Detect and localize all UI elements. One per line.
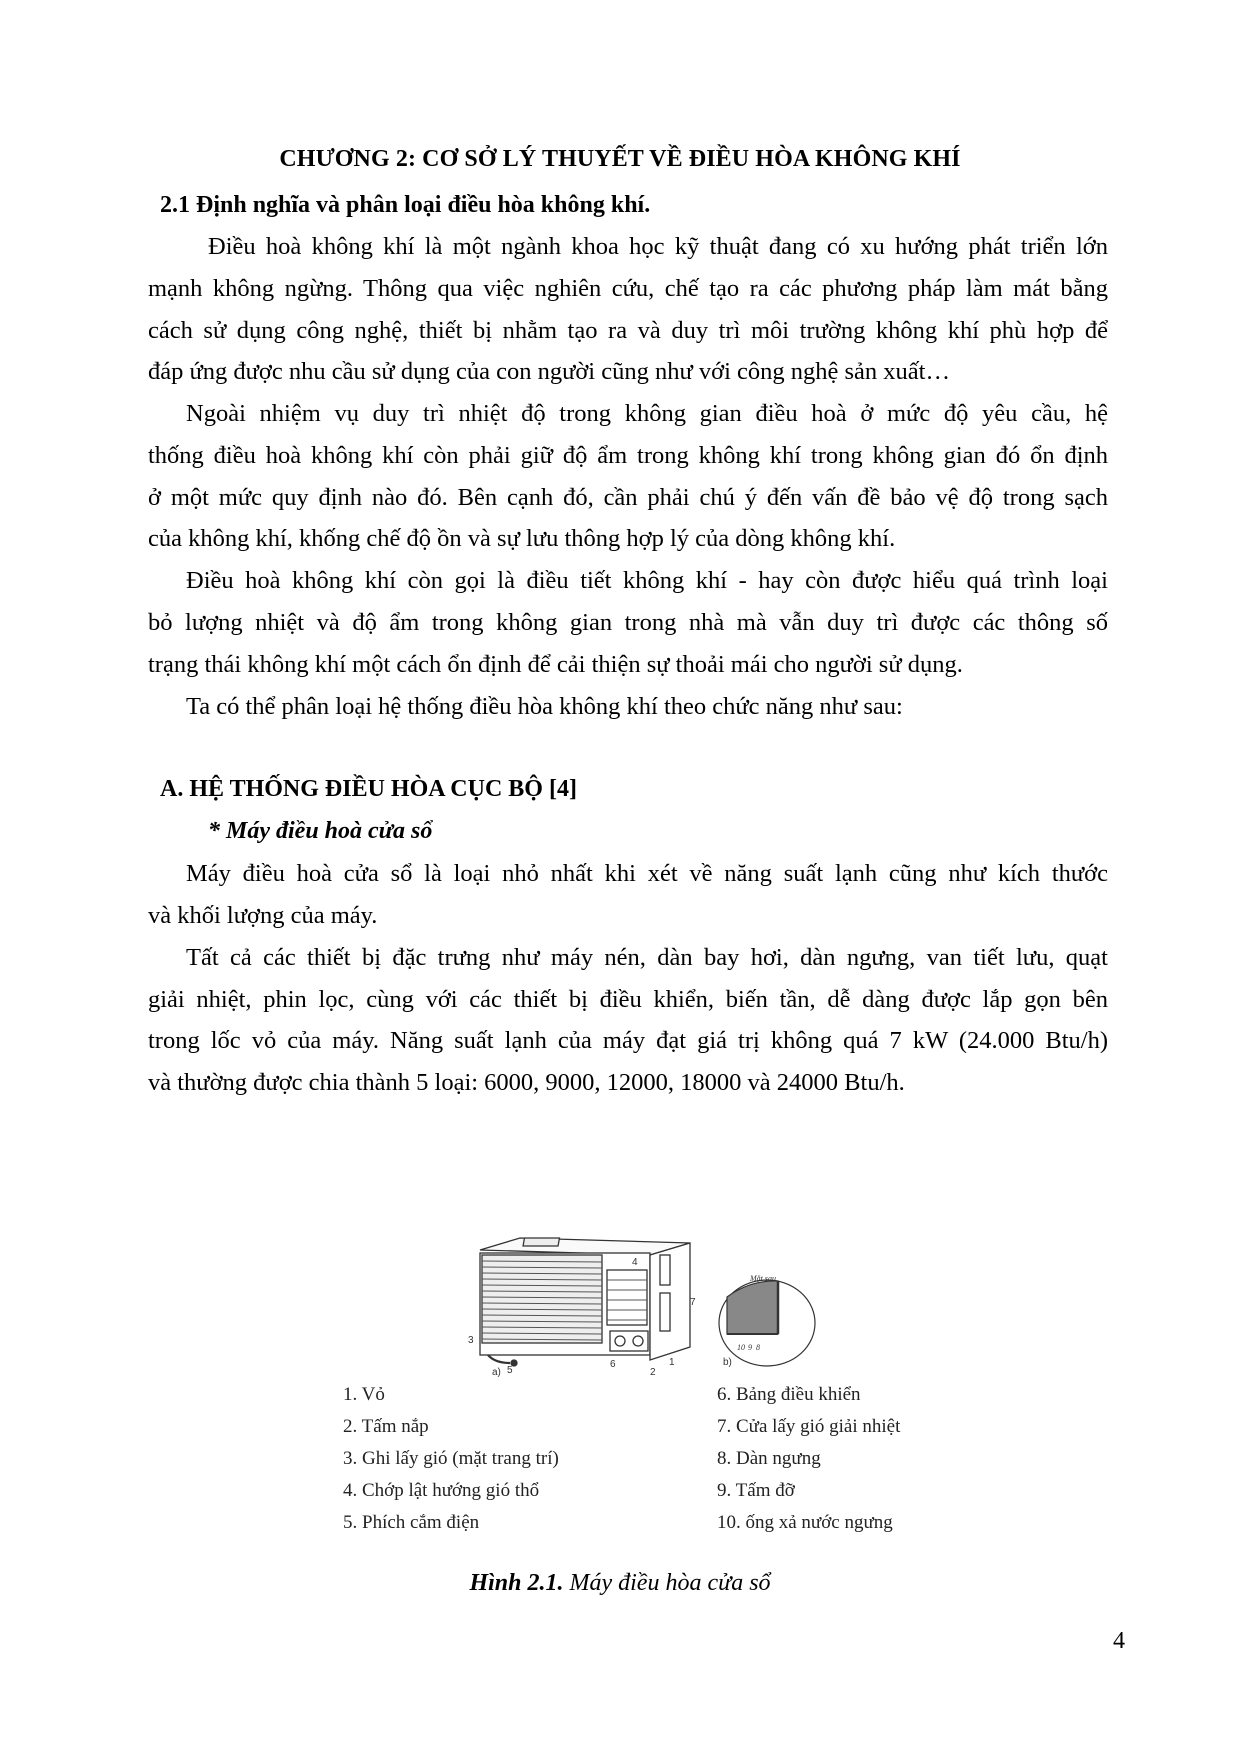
paragraph-6-line-2: giải nhiệt, phin lọc, cùng với các thiết bị điều khiển, biến tần, dễ dàng được lắp gọn bên <box>148 986 1108 1013</box>
paragraph-3-line-2: bỏ lượng nhiệt và độ ẩm trong không gian trong nhà mà vẫn duy trì được các thông số <box>148 609 1108 636</box>
callout-2: 2 <box>650 1367 656 1378</box>
paragraph-2-line-1: Ngoài nhiệm vụ duy trì nhiệt độ trong không gian điều hoà ở mức độ yêu cầu, hệ <box>186 400 1108 427</box>
legend-item: 4. Chớp lật hướng gió thổ <box>343 1480 540 1501</box>
legend-item: 10. ống xả nước ngưng <box>717 1512 893 1533</box>
paragraph-6-line-4: và thường được chia thành 5 loại: 6000, 9000, 12000, 18000 và 24000 Btu/h. <box>148 1069 905 1096</box>
callout-3: 3 <box>468 1335 474 1346</box>
section-a-title: A. HỆ THỐNG ĐIỀU HÒA CỤC BỘ [4] <box>160 776 577 802</box>
callout-5: 5 <box>507 1365 513 1376</box>
svg-text:9: 9 <box>748 1343 752 1352</box>
caption-text: Máy điều hòa cửa sổ <box>563 1570 771 1596</box>
window-air-conditioner-figure <box>440 1235 940 1380</box>
svg-text:10: 10 <box>737 1343 745 1352</box>
legend-item: 1. Vỏ <box>343 1384 385 1405</box>
paragraph-3-line-3: trạng thái không khí một cách ổn định để cải thiện sự thoải mái cho người sử dụng. <box>148 651 963 678</box>
callout-6: 6 <box>610 1359 616 1370</box>
paragraph-2-line-2: thống điều hoà không khí còn phải giữ độ ẩm trong không khí trong không gian đó ổn định <box>148 442 1108 469</box>
legend-item: 3. Ghi lấy gió (mặt trang trí) <box>343 1448 559 1469</box>
paragraph-1-line-4: đáp ứng được nhu cầu sử dụng của con người cũng như với công nghệ sản xuất… <box>148 358 950 385</box>
legend-item: 2. Tấm nắp <box>343 1416 429 1437</box>
callout-4: 4 <box>632 1257 638 1268</box>
figure-label-a: a) <box>492 1367 501 1378</box>
paragraph-5-line-1: Máy điều hoà cửa sổ là loại nhỏ nhất khi xét về năng suất lạnh cũng như kích thước <box>186 860 1108 887</box>
paragraph-1-line-2: mạnh không ngừng. Thông qua việc nghiên cứu, chế tạo ra các phương pháp làm mát bằng <box>148 275 1108 302</box>
paragraph-6-line-3: trong lốc vỏ của máy. Năng suất lạnh của máy đạt giá trị không quá 7 kW (24.000 Btu/h) <box>148 1027 1108 1054</box>
figure-label-b: b) <box>723 1357 732 1368</box>
legend-item: 7. Cửa lấy gió giải nhiệt <box>717 1416 901 1437</box>
paragraph-1-line-1: Điều hoà không khí là một ngành khoa học kỹ thuật đang có xu hướng phát triển lớn <box>208 233 1108 260</box>
subsection-title: * Máy điều hoà cửa sổ <box>208 818 433 844</box>
svg-text:8: 8 <box>756 1343 760 1352</box>
callout-1: 1 <box>669 1357 675 1368</box>
legend-item: 8. Dàn ngưng <box>717 1448 821 1469</box>
air-conditioner-illustration-icon <box>440 1235 940 1380</box>
paragraph-1-line-3: cách sử dụng công nghệ, thiết bị nhằm tạo ra và duy trì môi trường không khí phù hợp để <box>148 317 1108 344</box>
chapter-title: CHƯƠNG 2: CƠ SỞ LÝ THUYẾT VỀ ĐIỀU HÒA KHÔNG KHÍ <box>279 146 961 172</box>
paragraph-3-line-1: Điều hoà không khí còn gọi là điều tiết không khí - hay còn được hiểu quá trình loại <box>186 567 1108 594</box>
inset-title: Mặt sau <box>750 1274 776 1283</box>
paragraph-2-line-3: ở một mức quy định nào đó. Bên cạnh đó, cần phải chú ý đến vấn đề bảo vệ độ trong sạch <box>148 484 1108 511</box>
caption-number: Hình 2.1. <box>469 1570 564 1596</box>
paragraph-6-line-1: Tất cả các thiết bị đặc trưng như máy nén, dàn bay hơi, dàn ngưng, van tiết lưu, quạt <box>186 944 1108 971</box>
legend-item: 9. Tấm đỡ <box>717 1480 795 1501</box>
section-title: 2.1 Định nghĩa và phân loại điều hòa không khí. <box>160 192 651 218</box>
page-number: 4 <box>1113 1628 1125 1654</box>
paragraph-4: Ta có thể phân loại hệ thống điều hòa không khí theo chức năng như sau: <box>186 693 903 720</box>
figure-caption <box>0 1570 1240 1597</box>
legend-item: 6. Bảng điều khiển <box>717 1384 861 1405</box>
paragraph-2-line-4: của không khí, khống chế độ ồn và sự lưu thông hợp lý của dòng không khí. <box>148 525 896 552</box>
legend-item: 5. Phích cắm điện <box>343 1512 480 1533</box>
paragraph-5-line-2: và khối lượng của máy. <box>148 902 378 929</box>
callout-7: 7 <box>690 1297 696 1308</box>
